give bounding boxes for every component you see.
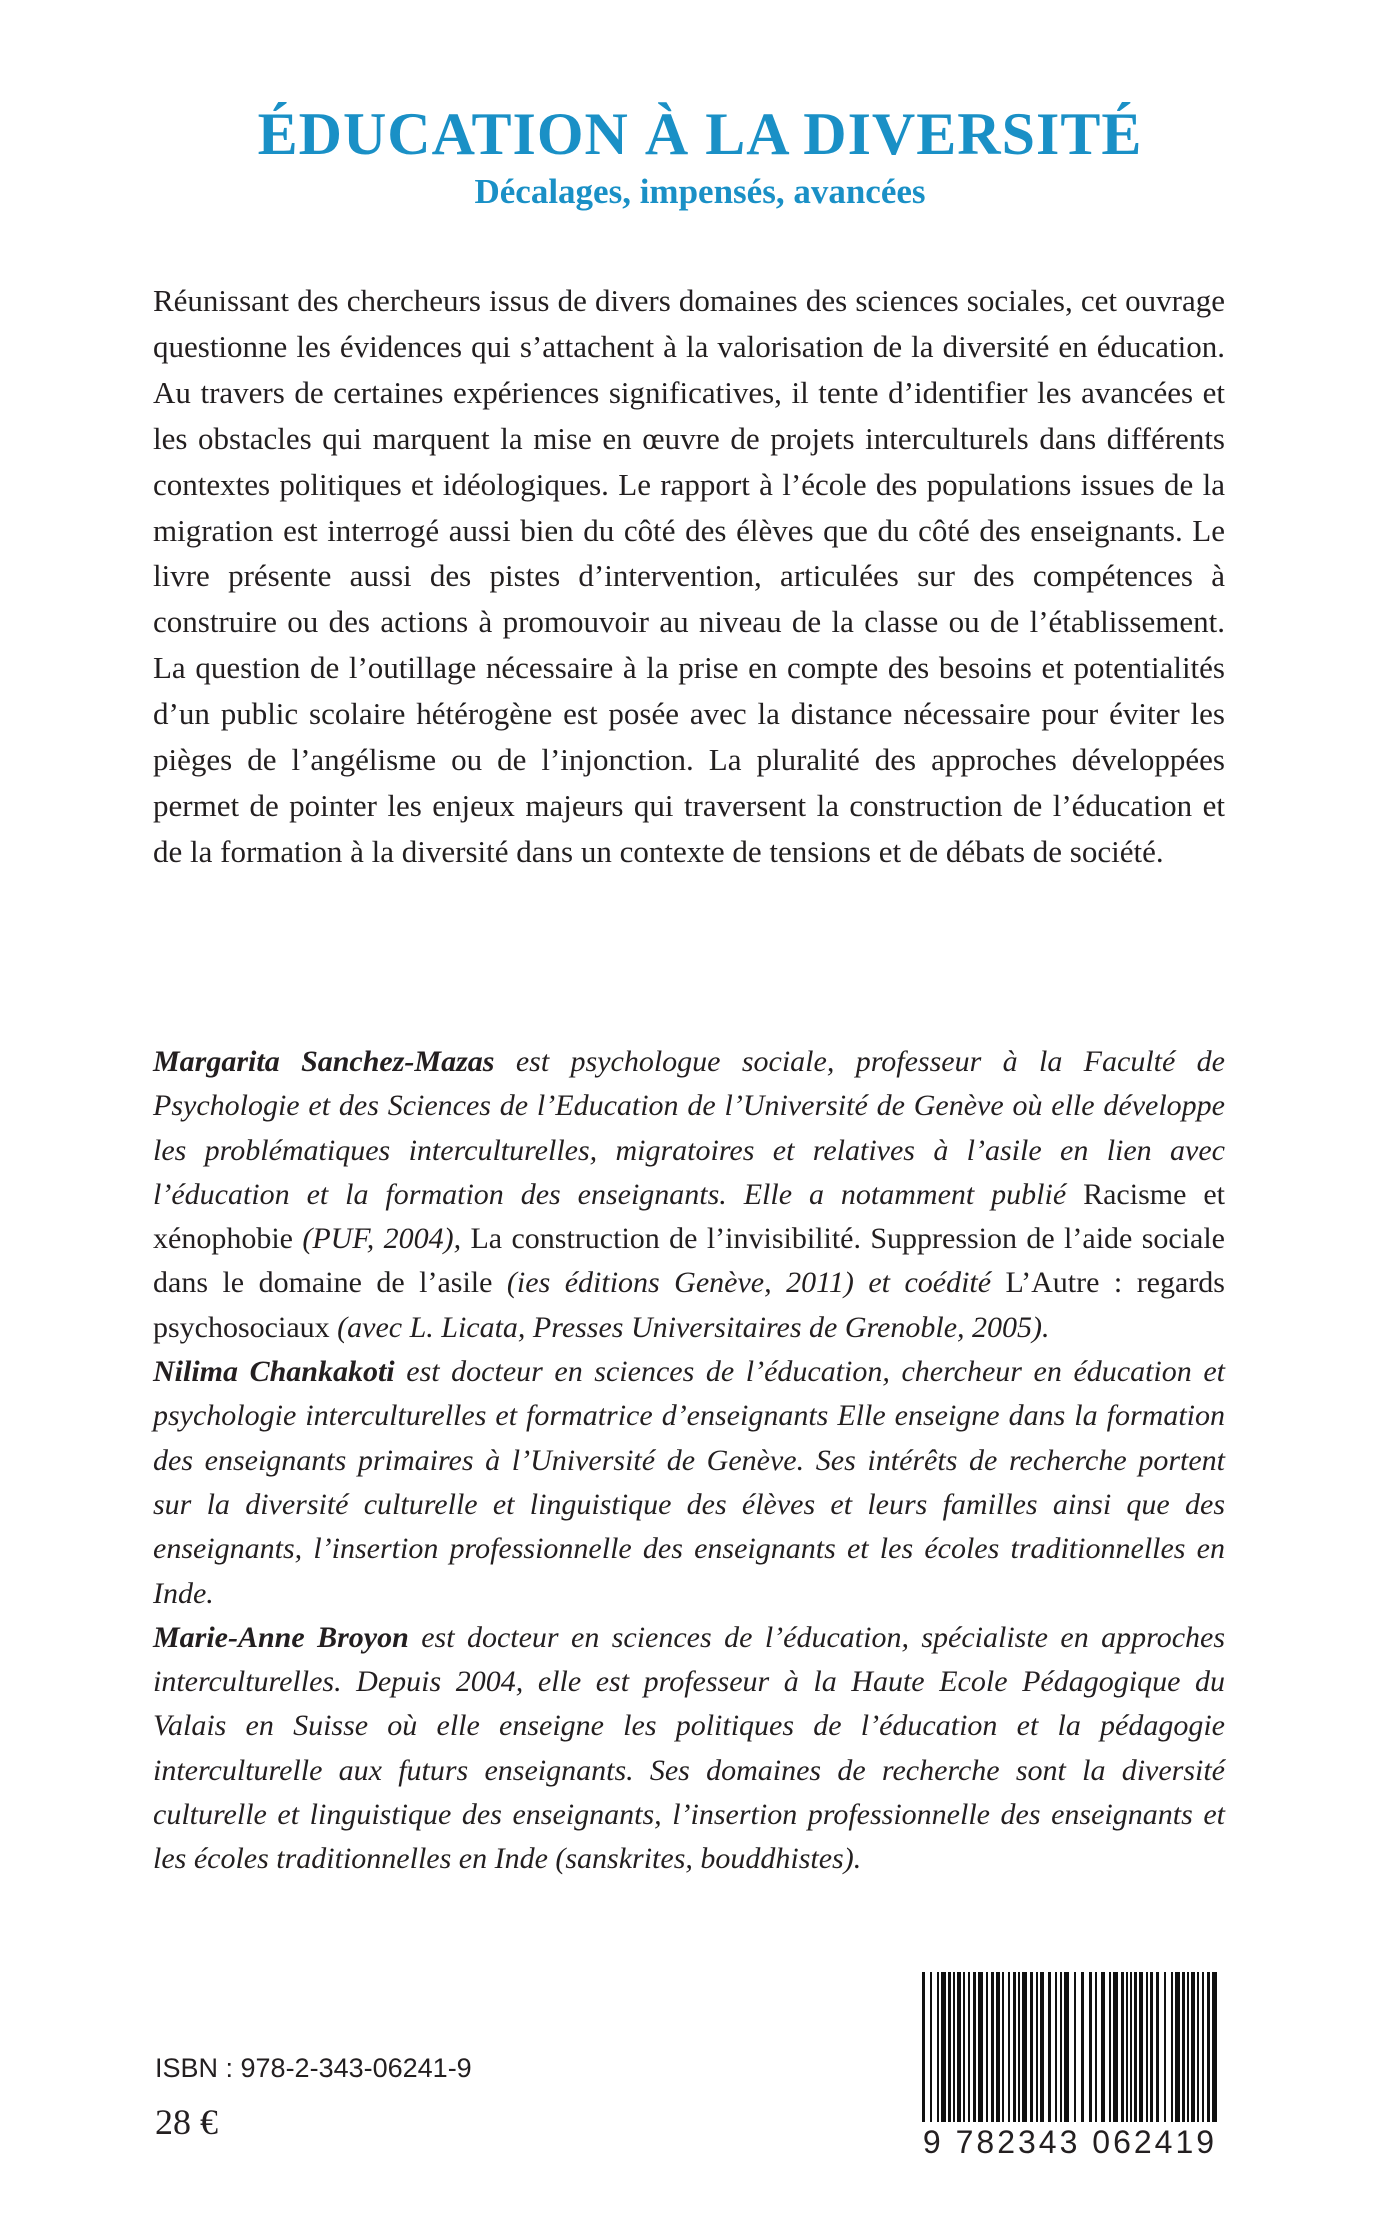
barcode-bar <box>1139 1972 1143 2142</box>
barcode-bar <box>1089 1972 1092 2142</box>
barcode-bar <box>1060 1972 1062 2142</box>
barcode-bar <box>1121 1972 1124 2142</box>
barcode-bar <box>937 1972 939 2142</box>
barcode-bar <box>1109 1972 1111 2142</box>
barcode-bar <box>986 1972 988 2142</box>
barcode-bar <box>1081 1972 1084 2142</box>
barcode-bar <box>1002 1972 1004 2142</box>
barcode-bar <box>1126 1972 1128 2142</box>
author-bio-sanchez-mazas: Margarita Sanchez-Mazas est psychologue sociale, professeur à la Faculté de Psychologie et des Sciences de l’Education de l’Université de Genève où elle développe les problématiques interculturelles, migratoires et relatives à l’asile en lien avec l’éducation et la formation des enseignants. Elle a notamment publié Racisme et xénophobie (PUF, 2004), La construction de l’invisibilité. Suppression de l’aide sociale dans le domaine de l’asile (ies éditions Genève, 2011) et coédité L’Autre : regards psychosociaux (avec L. Licata, Presses Universitaires de Grenoble, 2005). <box>153 1045 1225 1344</box>
barcode-bar <box>1101 1972 1105 2142</box>
barcode-bar <box>1202 1972 1204 2142</box>
barcode-bar <box>922 1972 925 2142</box>
book-reference: Racisme et xénophobie <box>153 1177 1225 1256</box>
barcode-digits: 9 782343 062419 <box>912 2122 1228 2162</box>
author-name: Margarita Sanchez-Mazas <box>153 1045 495 1078</box>
barcode-bar <box>1175 1972 1180 2142</box>
isbn-label: ISBN : 978-2-343-06241-9 <box>155 2053 472 2083</box>
barcode-bar <box>953 1972 955 2142</box>
author-bios <box>153 1040 1225 1882</box>
barcode-bar <box>1187 1972 1189 2142</box>
barcode-bar <box>996 1972 1000 2142</box>
barcode-bar <box>1022 1972 1027 2142</box>
barcode-bar <box>941 1972 946 2142</box>
barcode-bar <box>1048 1972 1051 2142</box>
barcode-bar <box>948 1972 951 2142</box>
author-name: Marie-Anne Broyon <box>153 1620 409 1654</box>
barcode-bar <box>963 1972 965 2142</box>
barcode-bar <box>1040 1972 1044 2142</box>
barcode-bar <box>1036 1972 1038 2142</box>
barcode-bar <box>1191 1972 1195 2142</box>
book-reference: L’Autre : regards psychosociaux <box>153 1266 1225 1344</box>
barcode-bar <box>957 1972 961 2142</box>
barcode-bar <box>1008 1972 1010 2142</box>
barcode-bar <box>1134 1972 1137 2142</box>
barcode-bar <box>1146 1972 1148 2142</box>
barcode-bar <box>1182 1972 1185 2142</box>
barcode-bar <box>1171 1972 1173 2142</box>
barcode-bar <box>991 1972 994 2142</box>
barcode-bar <box>1055 1972 1057 2142</box>
author-bio-broyon: Marie-Anne Broyon est docteur en sciences de l’éducation, spécialiste en approches interculturelles. Depuis 2004, elle est professeur à la Haute Ecole Pédagogique du Valais en Suisse où elle enseigne les politiques de l’éducation et la pédagogie interculturelle aux futurs enseignants. Ses domaines de recherche sont la diversité culturelle et linguistique des enseignants, l’insertion professionnelle des enseignants et les écoles traditionnelles en Inde (sanskrites, bouddhistes). <box>153 1620 1225 1876</box>
barcode-bar <box>1207 1972 1210 2142</box>
barcode-bar <box>1113 1972 1118 2142</box>
book-title: ÉDUCATION À LA DIVERSITÉ <box>257 101 1143 167</box>
price-label: 28 € <box>155 2102 218 2142</box>
barcode-bar <box>1150 1972 1153 2142</box>
barcode-bar <box>1130 1972 1132 2142</box>
barcode-bar <box>1018 1972 1020 2142</box>
barcode-bar <box>973 1972 976 2142</box>
book-description: Réunissant des chercheurs issus de divers domaines des sciences sociales, cet ouvrage questionne les évidences qui s’attachent à la valorisation de la diversité en éducation. Au travers de certaines expériences significatives, il tente d’identifier les avancées et les obstacles qui marquent la mise en œuvre de projets interculturels dans différents contextes politiques et idéologiques. Le rapport à l’école des populations issues de la migration est interrogé aussi bien du côté des élèves que du côté des enseignants. Le livre présente aussi des pistes d’intervention, articulées sur des compétences à construire ou des actions à promouvoir au niveau de la classe ou de l’établissement. La question de l’outillage nécessaire à la prise en compte des besoins et potentialités d’un public scolaire hétérogène est posée avec la distance nécessaire pour éviter les pièges de l’angélisme ou de l’injonction. La pluralité des approches développées permet de pointer les enjeux majeurs qui traversent la construction de l’éducation et de la formation à la diversité dans un contexte de tensions et de débats de société. <box>153 283 1225 869</box>
author-bio-chankakoti: Nilima Chankakoti est docteur en sciences de l’éducation, chercheur en éducation et psychologie interculturelles et formatrice d’enseignants Elle enseigne dans la formation des enseignants primaires à l’Université de Genève. Ses intérêts de recherche portent sur la diversité culturelle et linguistique des élèves et leurs familles ainsi que des enseignants, l’insertion professionnelle des enseignants et les écoles traditionnelles en Inde. <box>153 1355 1225 1610</box>
barcode-bar <box>1197 1972 1199 2142</box>
barcode-bar <box>1212 1972 1217 2142</box>
book-reference: La construction de l’invisibilité. Suppression de l’aide sociale dans le domaine de l’asile <box>153 1222 1225 1300</box>
barcode-bar <box>1030 1972 1033 2142</box>
barcode-bar <box>1064 1972 1069 2142</box>
book-subtitle: Décalages, impensés, avancées <box>474 172 926 211</box>
barcode <box>912 1972 1228 2170</box>
author-name: Nilima Chankakoti <box>153 1355 395 1389</box>
barcode-bar <box>968 1972 970 2142</box>
barcode-bar <box>1095 1972 1097 2142</box>
barcode-bar <box>1156 1972 1159 2142</box>
barcode-bar <box>1164 1972 1166 2142</box>
barcode-bar <box>978 1972 983 2142</box>
barcode-bar <box>1013 1972 1016 2142</box>
barcode-bar <box>1074 1972 1076 2142</box>
barcode-bar <box>930 1972 932 2142</box>
